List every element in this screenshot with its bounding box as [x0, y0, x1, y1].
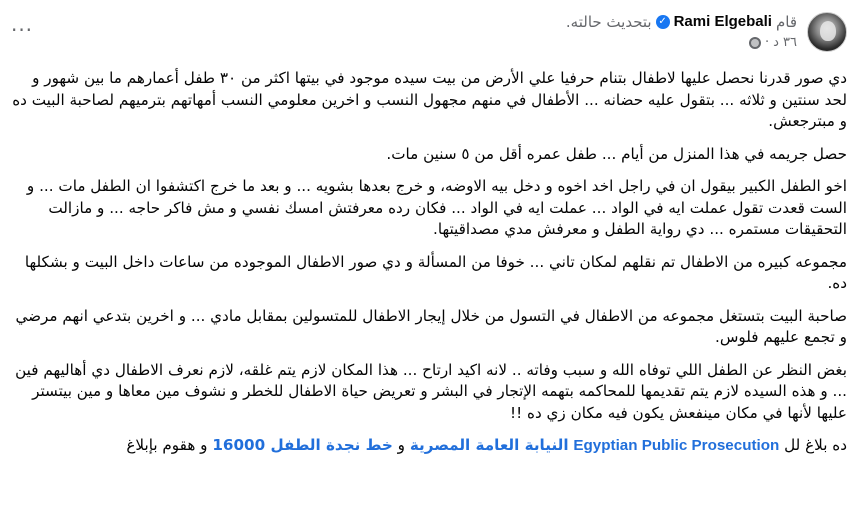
post-body	[10, 68, 847, 457]
tag-public-prosecution-ar[interactable]: النيابة العامة المصرية	[409, 436, 569, 454]
post-paragraph-4: مجموعه كبيره من الاطفال تم نقلهم لمكان تاني ... خوفا من المسألة و دي صور الاطفال الموجوده من ساعات داخل البيت و بشكلها ده.	[24, 252, 847, 292]
action-text: بتحديث حالته.	[565, 13, 652, 31]
final-suffix: و هقوم بإبلاغ	[126, 436, 208, 454]
post-paragraph-5: صاحبة البيت بتستغل مجموعه من الاطفال في التسول من خلال إيجار الاطفال للمتسولين بمقابل مادي ... و اخرين بتدعي انهم مرضي و تجمع عليهم فلوس.	[15, 306, 847, 346]
author-name[interactable]: Rami Elgebali	[673, 13, 772, 30]
post-paragraph-2: حصل جريمه في هذا المنزل من أيام ... طفل عمره أقل من ٥ سنين مات.	[386, 144, 847, 163]
final-prefix: ده بلاغ لل	[784, 436, 847, 454]
separator-dot: ·	[764, 35, 770, 50]
tag-egyptian-public-prosecution[interactable]: Egyptian Public Prosecution	[573, 437, 780, 454]
tag-child-helpline[interactable]: خط نجدة الطفل 16000	[212, 436, 393, 454]
post-paragraph-1: دي صور قدرنا نحصل عليها لاطفال بتنام حرفيا علي الأرض من بيت سيده موجود في بيتها اكثر من ٣٠ طفل أعمارهم ما بين شهور و لحد سنتين و ثلاثه ... بتقول عليه حضانه ... الأطفال في منهم مجهول النسب و اخرين معلومي النسب أمهاتهم بترميهم لصاحبة البيت ده و مبترجعش.	[12, 69, 847, 130]
more-options-icon[interactable]: ···	[10, 18, 34, 42]
verified-badge-icon: ✓	[656, 15, 670, 29]
post-meta	[566, 12, 797, 52]
avatar[interactable]	[807, 12, 847, 52]
post-header	[566, 12, 847, 52]
post-time-line	[566, 34, 797, 52]
action-prefix: قام	[775, 13, 797, 31]
post-paragraph-3: اخو الطفل الكبير بيقول ان في راجل اخد اخوه و دخل بيه الاوضه، و خرج بعدها بشويه ... و بعد ما خرج اكتشفوا ان الطفل مات ... و الست قعدت تقول عملت ايه في الواد ... عملت ايه في الواد ... فكان رده معرفتش امسك نفسي و مش فاكر حاجه ... و مازالت التحقيقات مستمره ... دي رواية الطفل و معرفش مدي مصداقيتها.	[26, 177, 847, 238]
and-text: و	[397, 436, 406, 454]
post-paragraph-final	[10, 435, 847, 457]
post-timestamp[interactable]: ٣٦ د	[773, 35, 797, 50]
post-paragraph-6: بغض النظر عن الطفل اللي توفاه الله و سبب وفاته .. لانه اكيد ارتاح ... هذا المكان لازم يتم غلقه، لازم نعرف الاطفال دي أهاليهم فين ... و هذه السيده لازم يتم تقديمها للمحاكمه بتهمه الإتجار في البشر و تعريض حياة الاطفال للخطر و نشوف مين معاها و مين بيتستر عليها لأنها في مكان مينفعش يكون فيه مكان زي ده !!	[15, 360, 847, 422]
globe-icon[interactable]	[749, 37, 761, 49]
post-author-line	[566, 12, 797, 32]
